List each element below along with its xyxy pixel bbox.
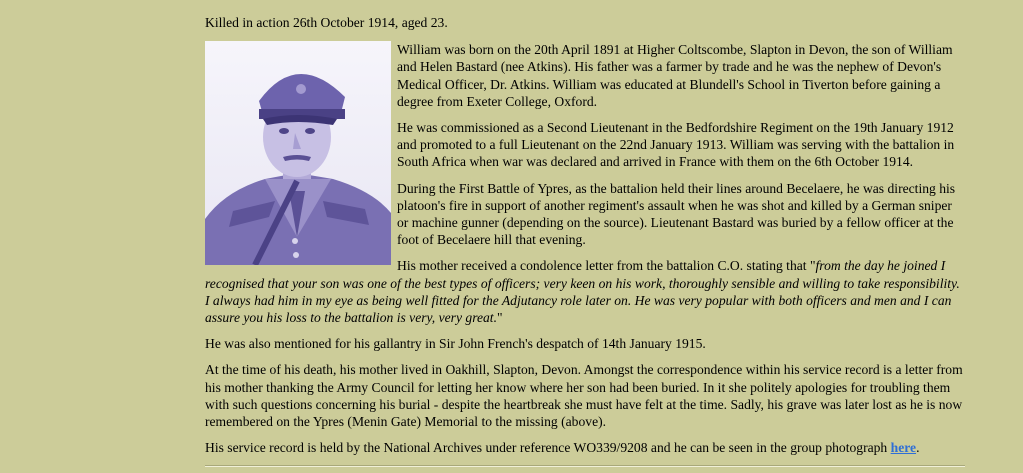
paragraph-birth: William was born on the 20th April 1891 at Higher Coltscombe, Slapton in Devon, the son of William and Helen Bastard (nee Atkins). His father was a farmer by trade and he was the nephew of Devon's Medical Officer, Dr. Atkins. William was educated at Blundell's School in Tiverton before gaining a degree from Exeter College, Oxford. bbox=[397, 42, 953, 109]
service-record-lead: His service record is held by the National Archives under reference WO339/9208 and he can be seen in the group photograph bbox=[205, 440, 891, 456]
paragraph-burial: At the time of his death, his mother lived in Oakhill, Slapton, Devon. Amongst the correspondence within his service record is a letter from his mother thanking the Army Council for letting her know where her son had been buried. In it she politely apologies for troubling them with such questions concerning his burial - despite the heartbreak she must have felt at the time. Sadly, his grave was later lost as he is now remembered on the Ypres (Menin Gate) Memorial to the missing (above). bbox=[205, 362, 963, 430]
paragraph-service-record bbox=[205, 439, 965, 456]
paragraph-death: During the First Battle of Ypres, as the battalion held their lines around Becelaere, he was directing his platoon's fire in support of another regiment's assault when he was shot and killed by a German sniper or machine gunner (depending on the source). Lieutenant Bastard was buried by a fellow officer at the foot of Becelaere hill that evening. bbox=[397, 180, 956, 248]
article-body bbox=[205, 0, 965, 467]
condolence-lead: His mother received a condolence letter from the battalion C.O. stating that " bbox=[397, 258, 816, 274]
paragraph-commission: He was commissioned as a Second Lieutenant in the Bedfordshire Regiment on the 19th January 1912 and promoted to a full Lieutenant on the 22nd January 1913. William was serving with the battalion in South Africa when war was declared and arrived in France with them on the 6th October 1914. bbox=[397, 120, 955, 170]
soldier-portrait-image bbox=[205, 41, 391, 265]
section-divider bbox=[205, 465, 965, 467]
condolence-quote: from the day he joined I recognised that your son was one of the best types of officers; very keen on his work, thoroughly sensible and willing to take responsibility. I always had him in my eye as being well fitted for the Adjutancy role later on. He was very popular with both officers and men and I can assure you his loss to the battalion is very, very great. bbox=[205, 258, 960, 326]
group-photograph-link[interactable]: here bbox=[890, 440, 917, 456]
paragraph-despatch: He was also mentioned for his gallantry in Sir John French's despatch of 14th January 1915. bbox=[205, 336, 706, 352]
paragraph-condolence bbox=[205, 257, 965, 326]
condolence-end: " bbox=[496, 310, 503, 326]
service-record-end: . bbox=[916, 440, 920, 456]
death-summary: Killed in action 26th October 1914, aged 23. bbox=[205, 15, 448, 30]
portrait-photo bbox=[205, 41, 391, 265]
